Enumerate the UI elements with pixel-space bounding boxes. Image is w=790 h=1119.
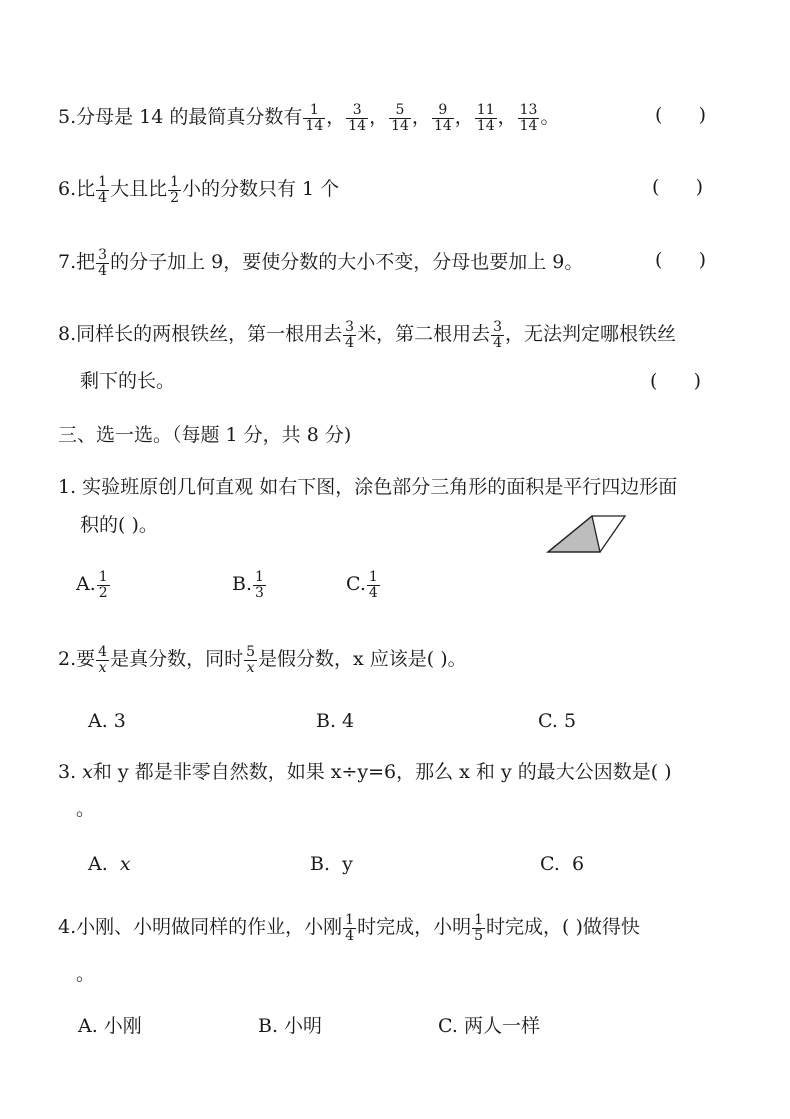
fraction: $\frac{11}{14}$ [476,102,495,134]
fraction: $\frac{3}{14}$ [348,102,367,134]
fraction: $\frac{1}{4}$ [345,912,355,944]
option-b[interactable]: B. 小明 [258,1015,323,1037]
judge-q8-line2: 剩下的长。 [80,370,176,392]
choice-q1-line1: 1. 实验班原创几何直观 如右下图，涂色部分三角形的面积是平行四边形面 [58,476,678,498]
judge-q8: 8.同样长的两根铁丝，第一根用去 $\frac{3}{4}$ 米，第二根用去 $\frac{3}{4}$ ，无法判定哪根铁丝 [58,319,677,351]
option-a[interactable]: A. 小刚 [78,1015,142,1037]
fraction: $\frac{3}{4}$ [98,247,108,279]
q5-label: 5. [58,106,77,129]
q5-text: 分母是 14 的最简真分数有 [76,106,303,129]
fraction: $\frac{3}{4}$ [345,319,355,351]
answer-blank[interactable]: ( ) [655,104,707,126]
answer-blank[interactable]: ( ) [652,176,704,198]
option-b[interactable]: B. $\frac{1}{3}$ [232,569,264,601]
judge-q6: 6.比 $\frac{1}{4}$ 大且比 $\frac{1}{2}$ 小的分数只有 1 个 [58,174,340,206]
choice-q4: 4.小刚、小明做同样的作业，小刚 $\frac{1}{4}$ 时完成，小明 $\frac{1}{5}$ 时完成，( )做得快 [58,912,640,944]
choice-q2: 2.要 $\frac{4}{x}$ 是真分数，同时 $\frac{5}{x}$ 是假分数，x 应该是( )。 [58,644,467,676]
option-a[interactable]: A. x [88,853,131,875]
parallelogram-figure [545,514,629,554]
fraction: $\frac{1}{14}$ [305,102,324,134]
choice-q4-line2: 。 [76,963,96,985]
choice-q3-line1: 3. x和 y 都是非零自然数，如果 x÷y=6，那么 x 和 y 的最大公因数是( ) [58,761,672,783]
choice-q1-line2: 积的( )。 [80,514,158,536]
option-b[interactable]: B. 4 [316,710,355,732]
option-c[interactable]: C. 6 [540,853,585,875]
fraction: $\frac{1}{5}$ [474,912,484,944]
option-c[interactable]: C. $\frac{1}{4}$ [346,569,378,601]
fraction: $\frac{4}{x}$ [98,644,108,676]
fraction: $\frac{1}{4}$ [368,569,378,601]
shaded-triangle [548,516,600,552]
q7-label: 7. [58,251,77,274]
fraction: $\frac{1}{3}$ [255,569,264,601]
fraction: $\frac{1}{4}$ [98,174,108,206]
section-title: 三、选一选。（每题 1 分，共 8 分) [58,424,352,446]
fraction: $\frac{3}{4}$ [493,319,503,351]
option-a[interactable]: A. $\frac{1}{2}$ [76,569,108,601]
judge-q5: 5.分母是 14 的最简真分数有 $\frac{1}{14}$ ， $\frac{3}{14}$ ， $\frac{5}{14}$ ， $\frac{9}{14}$ ， $\frac{11}{14}$ ， $\frac{13}{14}$ 。 [58,102,560,134]
answer-blank[interactable]: ( ) [655,249,707,271]
option-a[interactable]: A. 3 [88,710,126,732]
fraction: $\frac{9}{14}$ [433,102,452,134]
fraction: $\frac{13}{14}$ [519,102,538,134]
choice-q3-line2: 。 [76,798,96,820]
fraction: $\frac{5}{x}$ [246,644,256,676]
fraction: $\frac{5}{14}$ [391,102,409,134]
option-b[interactable]: B. y [310,853,353,875]
q8-label: 8. [58,323,77,346]
option-c[interactable]: C. 5 [538,710,577,732]
fraction: $\frac{1}{2}$ [98,569,108,601]
option-c[interactable]: C. 两人一样 [438,1015,540,1037]
q6-label: 6. [58,178,77,201]
fraction: $\frac{1}{2}$ [170,174,180,206]
judge-q7: 7.把 $\frac{3}{4}$ 的分子加上 9，要使分数的大小不变，分母也要加上 9。 [58,247,584,279]
answer-blank[interactable]: ( ) [650,370,702,392]
